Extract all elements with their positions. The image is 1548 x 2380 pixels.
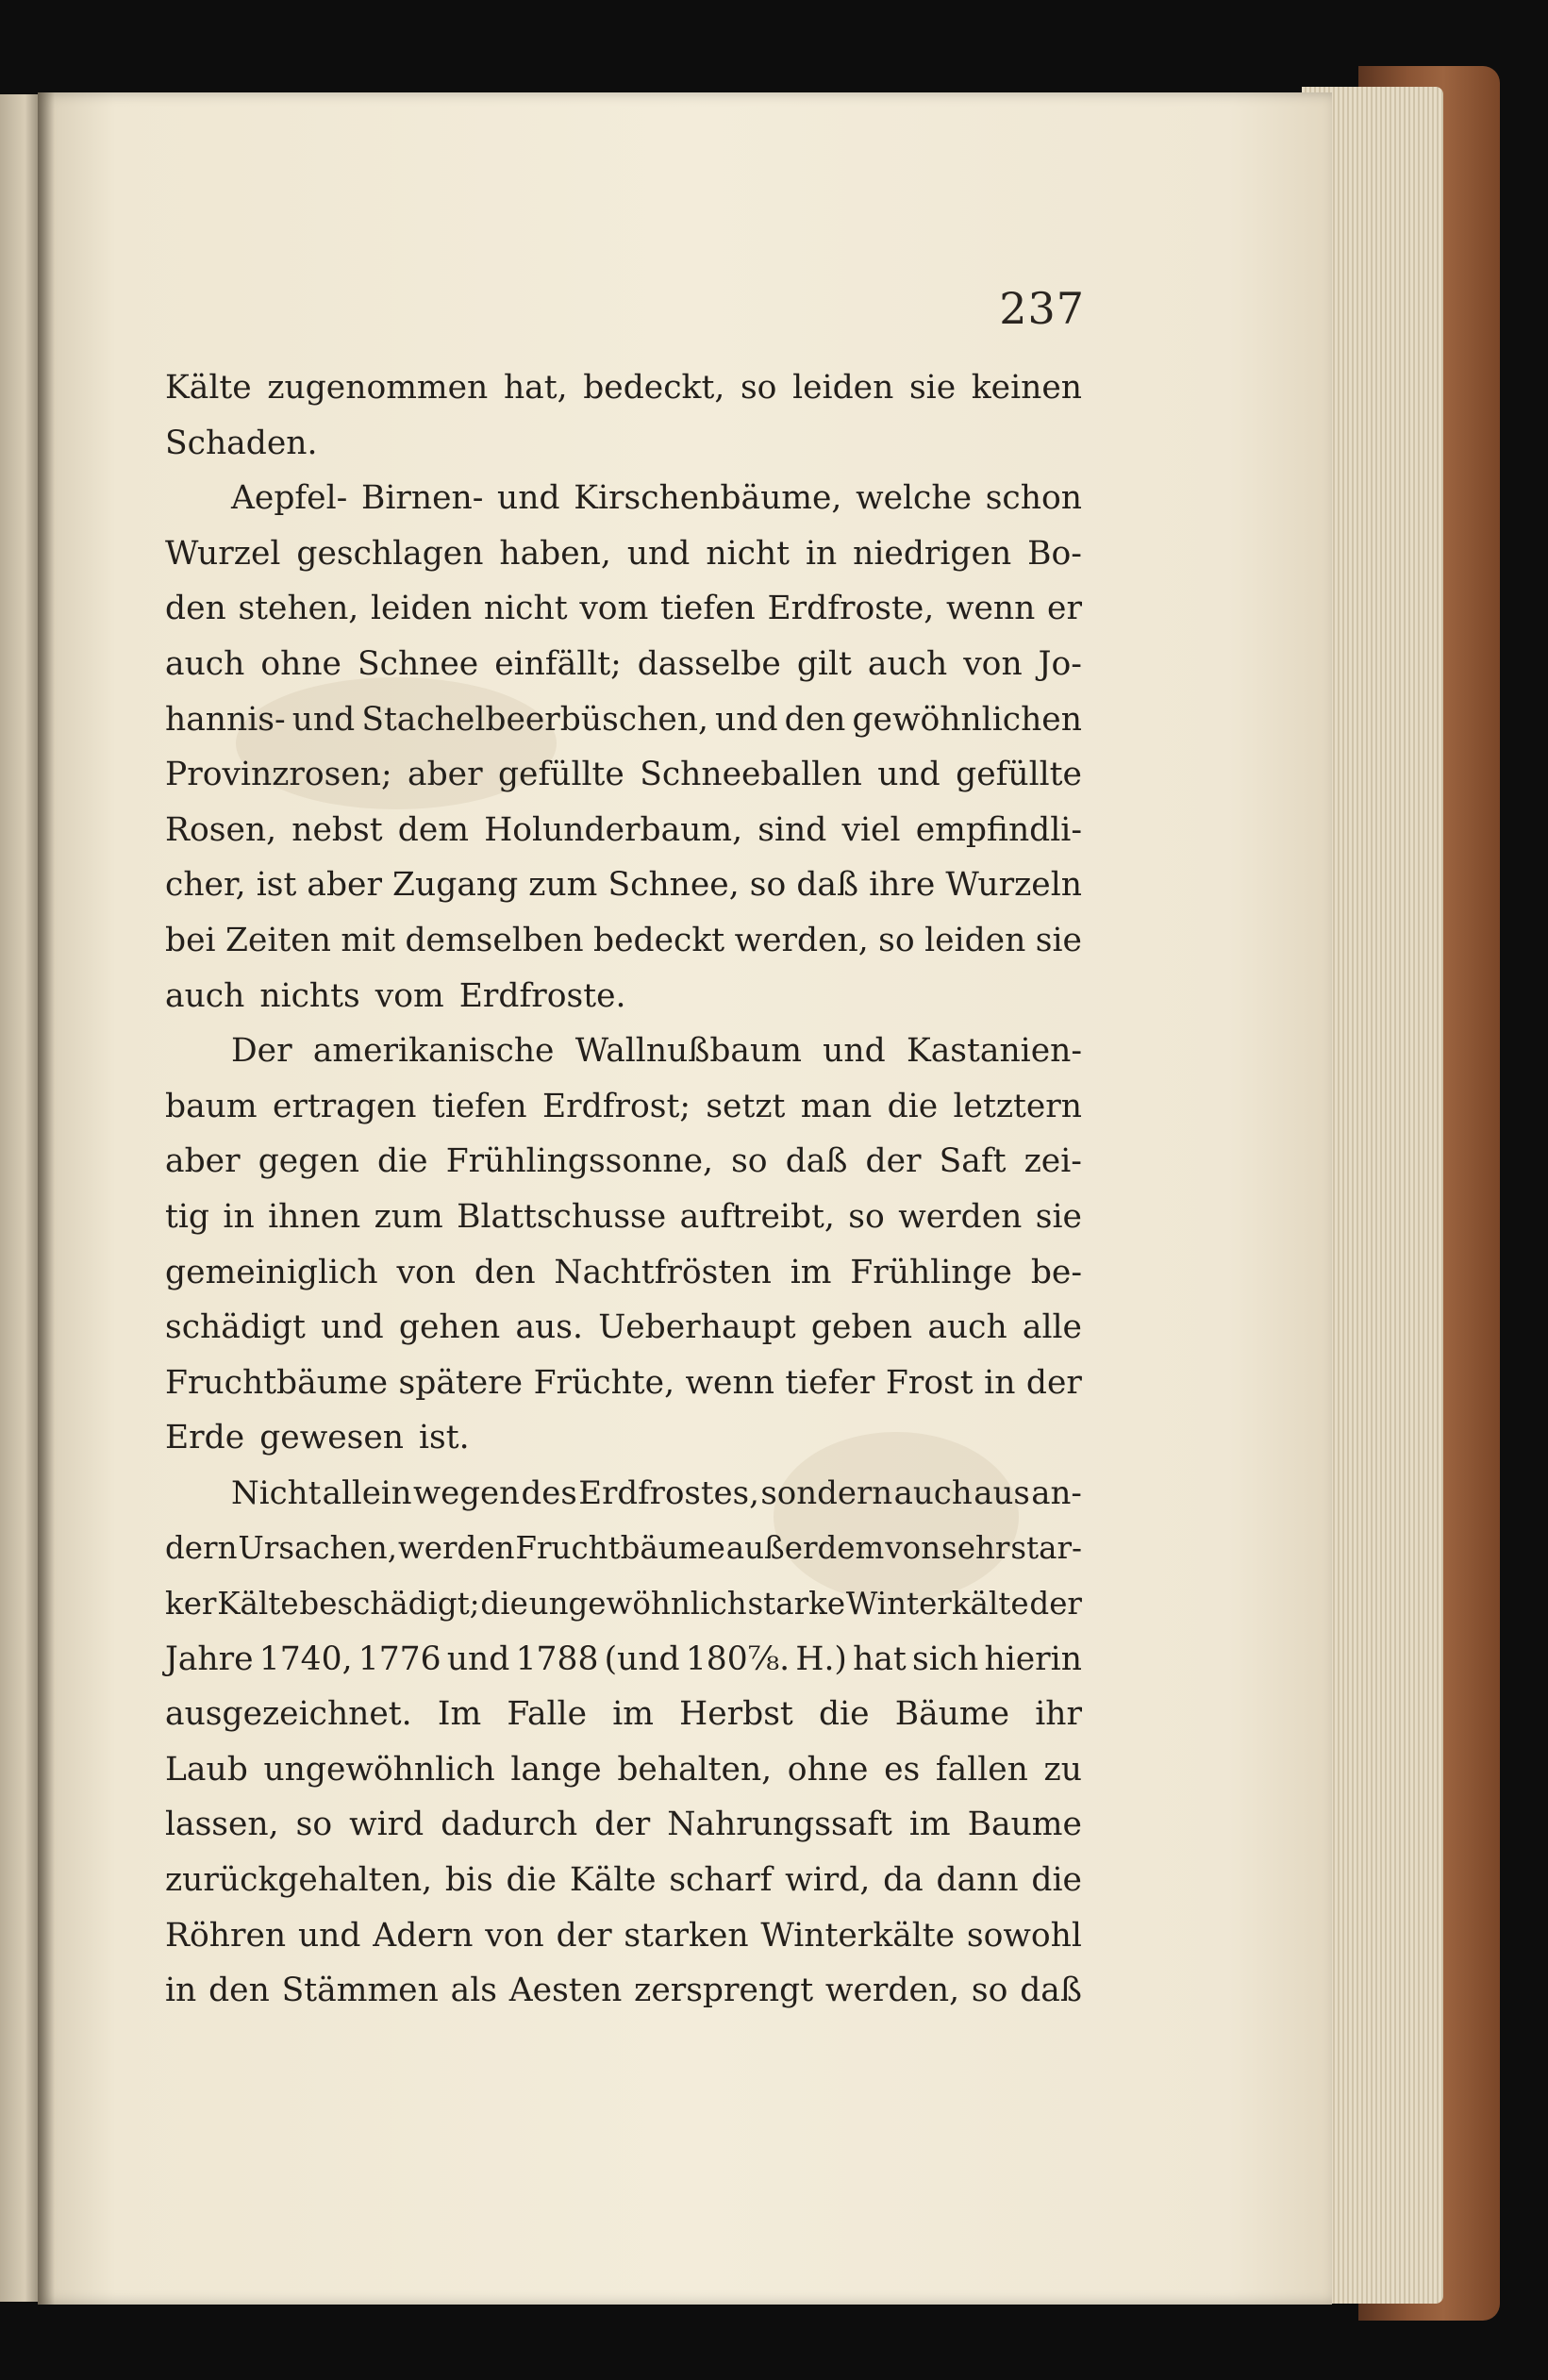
word: auch <box>893 1473 973 1512</box>
text-line <box>165 1687 1082 1742</box>
text-line <box>165 969 1082 1024</box>
word: sind <box>757 810 827 849</box>
word: (und <box>604 1639 680 1678</box>
word: Erdfroste. <box>458 976 626 1015</box>
page-number: 237 <box>999 283 1085 334</box>
word: amerikanische <box>312 1032 555 1071</box>
word: gewesen <box>259 1419 404 1457</box>
word: tiefen <box>660 590 756 628</box>
word: von <box>396 1253 456 1291</box>
word: und <box>626 534 691 573</box>
word: beschädigt; <box>299 1586 480 1623</box>
word: ihnen <box>268 1197 361 1236</box>
word: Schneeballen <box>640 756 862 794</box>
word: Jahre <box>165 1639 254 1678</box>
word: keinen <box>971 369 1082 407</box>
word: den <box>474 1253 536 1291</box>
text-line <box>165 637 1082 692</box>
word: Der <box>231 1032 292 1071</box>
word: demselben <box>405 921 584 959</box>
word: be- <box>1030 1253 1082 1291</box>
word: setzt <box>706 1087 786 1125</box>
word: Kälte <box>569 1861 657 1900</box>
text-line <box>165 1466 1082 1522</box>
word: so <box>749 866 787 905</box>
word: hat, <box>503 369 568 407</box>
word: Stachelbeerbüschen, <box>361 700 708 739</box>
word: einfällt; <box>494 644 622 683</box>
word: wenn <box>945 590 1036 628</box>
word: die <box>377 1142 428 1181</box>
word: gilt <box>796 644 852 683</box>
word: der <box>1029 1586 1082 1623</box>
word: Blattschusse <box>457 1197 667 1236</box>
word: zu <box>1043 1750 1082 1789</box>
word: geschlagen <box>296 534 484 573</box>
word: schon <box>985 479 1082 518</box>
text-line <box>165 1024 1082 1079</box>
word: der <box>594 1806 651 1844</box>
word: Schaden. <box>165 424 318 462</box>
word: aber <box>307 866 382 905</box>
word: der <box>1025 1363 1082 1402</box>
word: und <box>497 479 560 518</box>
word: letztern <box>953 1087 1082 1125</box>
word: Erdfroste, <box>767 590 935 628</box>
text-line <box>165 1576 1082 1632</box>
page-gutter <box>38 92 55 2305</box>
word: Rosen, <box>165 810 277 849</box>
text-line <box>165 1908 1082 1964</box>
text-line <box>165 1190 1082 1245</box>
previous-page-edge <box>0 94 42 2302</box>
word: werden, <box>734 921 869 959</box>
text-line <box>165 471 1082 526</box>
word: sie <box>1035 1197 1082 1236</box>
word: gemeiniglich <box>165 1253 378 1291</box>
word: Ursachen, <box>238 1530 398 1567</box>
word: Röhren <box>165 1916 287 1955</box>
word: die <box>887 1087 939 1125</box>
text-line <box>165 692 1082 748</box>
word: Ueberhaupt <box>598 1308 796 1347</box>
word: Aepfel- <box>231 479 348 518</box>
word: Frühlingssonne, <box>445 1142 713 1181</box>
word: aber <box>165 1142 241 1181</box>
word: Bäume <box>894 1695 1009 1734</box>
word: sich <box>912 1639 979 1678</box>
word: des <box>521 1473 577 1512</box>
word: und <box>297 1916 361 1955</box>
word: nichts <box>259 976 360 1015</box>
text-line <box>165 1356 1082 1411</box>
word: gehen <box>398 1308 501 1347</box>
word: Wurzeln <box>945 866 1082 905</box>
word: Bo- <box>1027 534 1082 573</box>
word: Saft <box>939 1142 1007 1181</box>
word: tiefer <box>785 1363 875 1402</box>
word: ausgezeichnet. <box>165 1695 412 1734</box>
word: schädigt <box>165 1308 306 1347</box>
word: Aesten <box>508 1972 623 2010</box>
word: Kastanien- <box>906 1032 1082 1071</box>
word: lassen, <box>165 1806 279 1844</box>
word: gefüllte <box>497 756 624 794</box>
word: ihr <box>1035 1695 1082 1734</box>
word: niedrigen <box>853 534 1012 573</box>
word: der <box>865 1142 922 1181</box>
word: alle <box>1022 1308 1082 1347</box>
word: 1776 <box>358 1639 441 1678</box>
word: fallen <box>935 1750 1028 1789</box>
word: zum <box>528 866 598 905</box>
word: Laub <box>165 1750 248 1789</box>
word: ungewöhnlich <box>263 1750 495 1789</box>
word: die <box>818 1695 870 1734</box>
text-line <box>165 1521 1082 1576</box>
word: aber <box>408 756 483 794</box>
word: sondern <box>760 1473 893 1512</box>
word: baum <box>165 1087 258 1125</box>
word: Zeiten <box>225 921 331 959</box>
word: daß <box>785 1142 848 1181</box>
word: werden <box>898 1197 1023 1236</box>
word: ohne <box>787 1750 869 1789</box>
word: aus. <box>515 1308 583 1347</box>
text-line <box>165 360 1082 416</box>
word: leiden <box>924 921 1026 959</box>
word: 1740, <box>258 1639 353 1678</box>
word: von <box>885 1530 941 1567</box>
word: auch <box>867 644 948 683</box>
text-line <box>165 1079 1082 1135</box>
word: empfindli- <box>915 810 1082 849</box>
word: daß <box>1020 1972 1082 2010</box>
word: Winterkälte <box>845 1586 1029 1623</box>
word: 1788 <box>515 1639 599 1678</box>
word: in <box>805 534 838 573</box>
word: starken <box>624 1916 749 1955</box>
word: ihre <box>869 866 936 905</box>
word: behalten, <box>617 1750 773 1789</box>
word: dern <box>165 1530 238 1567</box>
word: tiefen <box>431 1087 527 1125</box>
word: dasselbe <box>637 644 781 683</box>
word: Falle <box>507 1695 588 1734</box>
word: Stämmen <box>281 1972 439 2010</box>
word: man <box>800 1087 873 1125</box>
word: Kälte <box>217 1586 299 1623</box>
word: von <box>963 644 1023 683</box>
word: daß <box>796 866 859 905</box>
word: sowohl <box>966 1916 1082 1955</box>
word: nicht <box>706 534 790 573</box>
word: zum <box>374 1197 443 1236</box>
word: als <box>450 1972 497 2010</box>
text-line <box>165 1632 1082 1688</box>
word: bedeckt <box>593 921 725 959</box>
word: Frühlinge <box>850 1253 1012 1291</box>
word: der <box>556 1916 612 1955</box>
word: Fruchtbäume <box>165 1363 389 1402</box>
word: er <box>1047 590 1082 628</box>
word: nicht <box>483 590 568 628</box>
word: hannis- <box>165 700 286 739</box>
text-line <box>165 1300 1082 1356</box>
word: wird <box>349 1806 424 1844</box>
word: Schnee, <box>608 866 740 905</box>
word: starke <box>747 1586 846 1623</box>
word: ist <box>256 866 297 905</box>
word: Erdfrost; <box>541 1087 691 1125</box>
text-line <box>165 1134 1082 1190</box>
word: und <box>446 1639 510 1678</box>
word: die <box>480 1586 528 1623</box>
text-line <box>165 1410 1082 1466</box>
word: Fruchtbäume <box>515 1530 725 1567</box>
word: so <box>740 369 777 407</box>
word: haben, <box>499 534 611 573</box>
word: wenn <box>685 1363 774 1402</box>
word: da <box>883 1861 924 1900</box>
word: allein <box>322 1473 412 1512</box>
word: so <box>848 1197 885 1236</box>
word: gefüllte <box>956 756 1082 794</box>
word: wegen <box>413 1473 521 1512</box>
word: von <box>485 1916 544 1955</box>
word: so <box>731 1142 768 1181</box>
word: leiden <box>792 369 894 407</box>
word: werden, <box>824 1972 960 2010</box>
word: werden <box>397 1530 515 1567</box>
word: ist. <box>418 1419 470 1457</box>
word: Erdfrostes, <box>578 1473 759 1512</box>
word: leiden <box>370 590 473 628</box>
word: Nicht <box>231 1473 322 1512</box>
text-line <box>165 526 1082 582</box>
word: Baume <box>967 1806 1082 1844</box>
word: so <box>295 1806 333 1844</box>
word: star- <box>1010 1530 1082 1567</box>
word: in <box>223 1197 255 1236</box>
word: Birnen- <box>360 479 484 518</box>
word: spätere <box>398 1363 524 1402</box>
word: bei <box>165 921 216 959</box>
word: zurückgehalten, <box>165 1861 433 1900</box>
word: Frost <box>885 1363 974 1402</box>
text-line <box>165 1797 1082 1853</box>
word: dem <box>397 810 469 849</box>
word: zersprengt <box>634 1972 814 2010</box>
word: zei- <box>1024 1142 1082 1181</box>
word: Provinzrosen; <box>165 756 392 794</box>
word: sie <box>1035 921 1082 959</box>
word: Im <box>437 1695 482 1734</box>
word: viel <box>841 810 901 849</box>
word: Kirschenbäume, <box>574 479 842 518</box>
word: lange <box>510 1750 602 1789</box>
word: und <box>823 1032 886 1071</box>
word: gegen <box>258 1142 359 1181</box>
word: den <box>784 700 846 739</box>
word: Nachtfrösten <box>554 1253 772 1291</box>
text-line <box>165 1742 1082 1798</box>
word: Wurzel <box>165 534 281 573</box>
word: in <box>165 1972 197 2010</box>
word: stehen, <box>238 590 359 628</box>
word: bedeckt, <box>583 369 725 407</box>
word: mit <box>341 921 396 959</box>
text-line <box>165 857 1082 913</box>
word: im <box>790 1253 832 1291</box>
word: im <box>908 1806 951 1844</box>
word: hat <box>853 1639 907 1678</box>
body-text <box>165 360 1082 2019</box>
text-line <box>165 581 1082 637</box>
text-line <box>165 747 1082 803</box>
word: sie <box>908 369 957 407</box>
word: bis <box>444 1861 493 1900</box>
word: auftreibt, <box>679 1197 835 1236</box>
word: Herbst <box>679 1695 793 1734</box>
word: 180⅞. <box>685 1639 791 1678</box>
word: tig <box>165 1197 209 1236</box>
word: Erde <box>165 1419 245 1457</box>
word: scharf <box>669 1861 773 1900</box>
text-line <box>165 416 1082 472</box>
word: an- <box>1031 1473 1082 1512</box>
word: welche <box>856 479 973 518</box>
word: und <box>321 1308 384 1347</box>
word: dadurch <box>441 1806 578 1844</box>
word: dann <box>936 1861 1019 1900</box>
word: die <box>506 1861 558 1900</box>
word: außerdem <box>725 1530 885 1567</box>
word: cher, <box>165 866 246 905</box>
word: die <box>1031 1861 1082 1900</box>
text-line <box>165 1245 1082 1301</box>
word: vom <box>579 590 649 628</box>
word: und <box>291 700 356 739</box>
word: und <box>877 756 940 794</box>
text-line <box>165 803 1082 858</box>
word: Schnee <box>357 644 479 683</box>
word: nebst <box>291 810 383 849</box>
word: ohne <box>260 644 341 683</box>
word: gewöhnlichen <box>852 700 1082 739</box>
word: aus <box>974 1473 1030 1512</box>
word: so <box>878 921 915 959</box>
text-line <box>165 1963 1082 2019</box>
word: ker <box>165 1586 217 1623</box>
word: es <box>884 1750 921 1789</box>
word: Kälte <box>165 369 252 407</box>
text-line <box>165 1853 1082 1908</box>
word: Holunderbaum, <box>484 810 743 849</box>
word: wird, <box>785 1861 871 1900</box>
word: den <box>208 1972 270 2010</box>
word: geben <box>810 1308 913 1347</box>
word: auch <box>927 1308 1007 1347</box>
word: und <box>715 700 778 739</box>
word: Adern <box>373 1916 474 1955</box>
word: auch <box>165 976 245 1015</box>
word: ungewöhnlich <box>528 1586 747 1623</box>
word: Winterkälte <box>760 1916 956 1955</box>
word: Früchte, <box>533 1363 675 1402</box>
word: sehr <box>941 1530 1010 1567</box>
word: zugenommen <box>267 369 489 407</box>
word: im <box>612 1695 654 1734</box>
word: in <box>984 1363 1016 1402</box>
word: hierin <box>984 1639 1082 1678</box>
word: ertragen <box>272 1087 417 1125</box>
word: vom <box>375 976 444 1015</box>
word: Nahrungssaft <box>667 1806 892 1844</box>
word: Jo- <box>1038 644 1082 683</box>
text-line <box>165 913 1082 969</box>
word: auch <box>165 644 245 683</box>
word: Wallnußbaum <box>574 1032 802 1071</box>
word: Zugang <box>392 866 519 905</box>
word: H.) <box>795 1639 847 1678</box>
word: so <box>971 1972 1008 2010</box>
word: den <box>165 590 226 628</box>
